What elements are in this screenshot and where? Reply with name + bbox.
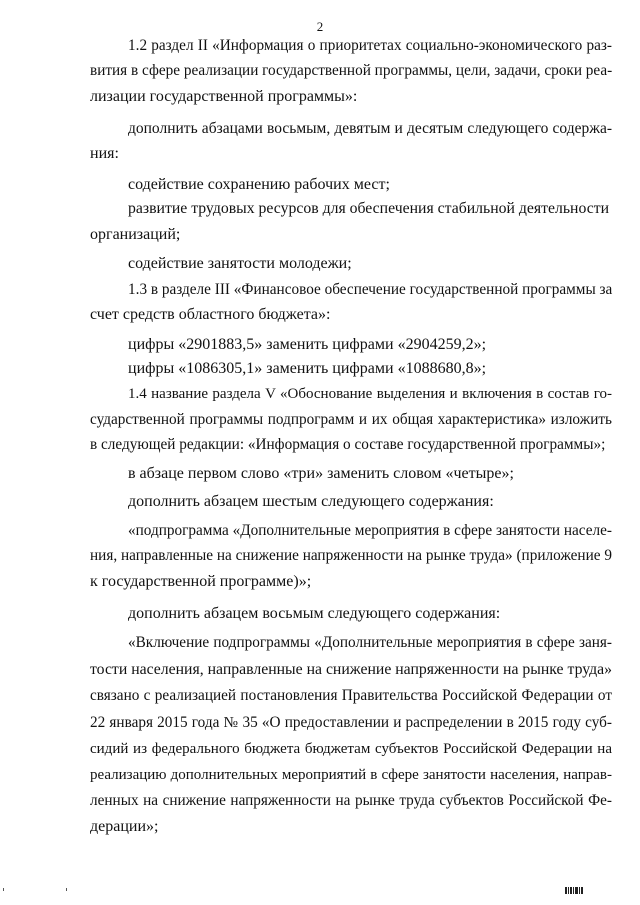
text-line: вития в сфере реализации государственной программы, цели, задачи, сроки реа-	[90, 62, 613, 79]
page-number: 2	[316, 19, 324, 34]
text-line: организаций;	[90, 226, 181, 243]
scan-tick	[3, 888, 4, 891]
text-line: 1.4 название раздела V «Обоснование выделения и включения в состав го-	[128, 386, 612, 402]
text-line: содействие занятости молодежи;	[128, 255, 352, 272]
text-line: к государственной программе)»;	[90, 573, 312, 590]
text-line: 1.3 в разделе III «Финансовое обеспечение государственной программы за	[128, 281, 613, 298]
text-line: связано с реализацией постановления Правительства Российской Федерации от	[90, 687, 612, 704]
text-line: сударственной программы подпрограмм и их общая характеристика» изложить	[90, 411, 612, 428]
text-line: 22 января 2015 года № 35 «О предоставлении и распределении в 2015 году суб-	[90, 714, 612, 731]
text-line: в следующей редакции: «Информация о составе государственной программы»;	[90, 436, 606, 453]
barcode-mark	[565, 887, 583, 894]
text-line: ленных на снижение напряженности на рынке труда субъектов Российской Фе-	[90, 792, 612, 809]
text-line: 1.2 раздел II «Информация о приоритетах социально-экономического раз-	[128, 37, 612, 54]
text-line: реализацию дополнительных мероприятий в сфере занятости населения, направ-	[90, 767, 612, 783]
text-line: счет средств областного бюджета»:	[90, 306, 331, 323]
text-line: содействие сохранению рабочих мест;	[128, 176, 390, 193]
text-line: тости населения, направленные на снижение напряженности на рынке труда»	[90, 661, 612, 678]
scan-tick	[66, 888, 67, 891]
text-line: «Включение подпрограммы «Дополнительные мероприятия в сфере заня-	[128, 634, 612, 651]
text-line: лизации государственной программы»:	[90, 88, 358, 105]
text-line: цифры «2901883,5» заменить цифрами «2904259,2»;	[128, 336, 487, 353]
text-line: дерации»;	[90, 818, 159, 835]
text-line: ния, направленные на снижение напряженности на рынке труда» (приложение 9	[90, 547, 612, 564]
text-line: в абзаце первом слово «три» заменить словом «четыре»;	[128, 465, 514, 482]
text-line: ния:	[90, 145, 119, 162]
text-line: «подпрограмма «Дополнительные мероприятия в сфере занятости населе-	[128, 522, 612, 539]
text-line: развитие трудовых ресурсов для обеспечения стабильной деятельности	[128, 200, 610, 217]
text-line: дополнить абзацем шестым следующего содержания:	[128, 493, 494, 510]
text-line: цифры «1086305,1» заменить цифрами «1088680,8»;	[128, 360, 487, 377]
text-line: дополнить абзацами восьмым, девятым и десятым следующего содержа-	[128, 120, 612, 137]
text-line: дополнить абзацем восьмым следующего содержания:	[128, 605, 501, 622]
text-line: сидий из федерального бюджета бюджетам субъектов Российской Федерации на	[90, 741, 612, 757]
